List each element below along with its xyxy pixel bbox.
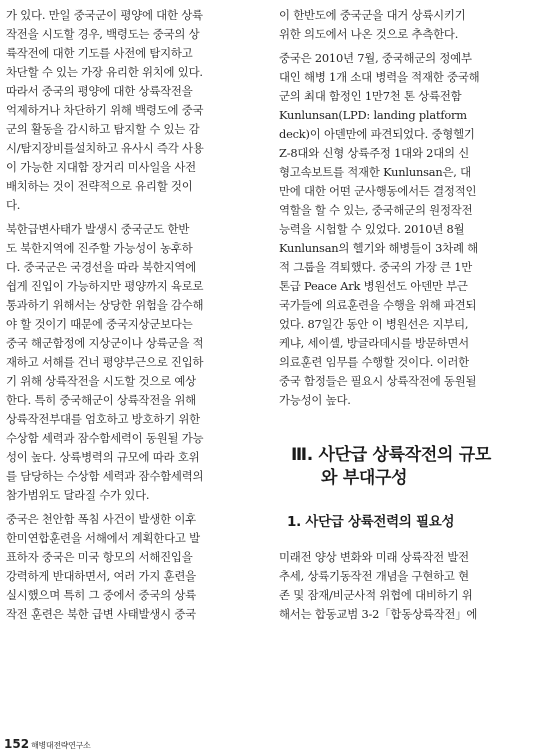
text-line: deck)이 아덴만에 파견되었다. 중형헬기: [279, 127, 475, 141]
text-line: 재하고 서해를 건너 평양부근으로 진입하: [6, 355, 204, 369]
text-line: 작전 훈련은 북한 급변 사태발생시 중국: [6, 607, 196, 621]
text-line: 작전을 시도할 경우, 백령도는 중국의 상: [6, 27, 200, 41]
closing-paragraph: [279, 548, 531, 624]
text-line: 가능성이 높다.: [279, 393, 351, 407]
subsection-title: 1. 사단급 상륙전력의 필요성: [287, 514, 455, 530]
text-line: 수상함 세력과 잠수함세력이 동원될 가능: [6, 431, 204, 445]
text-line: 위한 의도에서 나온 것으로 추측한다.: [279, 27, 459, 41]
left-column: [6, 6, 258, 624]
section-title: [279, 444, 531, 490]
text-line: 다.: [6, 198, 21, 212]
text-line: 상륙작전부대를 엄호하고 방호하기 위한: [6, 412, 200, 426]
text-line: 추세, 상륙기동작전 개념을 구현하고 현: [279, 569, 469, 583]
text-line: 었다. 87일간 동안 이 병원선은 지부티,: [279, 317, 469, 331]
text-line: 시/탐지장비를설치하고 유사시 즉각 사용: [6, 141, 204, 155]
text-line: 따라서 중국의 평양에 대한 상륙작전을: [6, 84, 193, 98]
text-line: 억제하거나 차단하기 위해 백령도에 중국: [6, 103, 204, 117]
text-line: 존 및 잠재/비군사적 위협에 대비하기 위: [279, 588, 473, 602]
text-line: 성이 높다. 상륙병력의 규모에 따라 호위: [6, 450, 200, 464]
text-line: 중국 함정들은 필요시 상륙작전에 동원될: [279, 374, 477, 388]
text-line: 북한급변사태가 발생시 중국군도 한반: [6, 222, 190, 236]
text-line: 적 그룹을 격퇴했다. 중국의 가장 큰 1만: [279, 260, 473, 274]
text-line: 미래전 양상 변화와 미래 상륙작전 발전: [279, 550, 469, 564]
text-line: 역할을 할 수 있는, 중국해군의 원정작전: [279, 203, 473, 217]
text-line: 중국 해군함정에 지상군이나 상륙군을 적: [6, 336, 204, 350]
text-line: 형고속보트를 적재한 Kunlunsan은, 대: [279, 165, 471, 179]
paragraph: [279, 6, 531, 44]
text-line: 기 위해 상륙작전을 시도할 것으로 예상: [6, 374, 196, 388]
text-line: 도 북한지역에 진주할 가능성이 농후하: [6, 241, 193, 255]
text-line: 케냐, 세이셸, 방글라데시를 방문하면서: [279, 336, 469, 350]
text-line: 이 가능한 지대함 장거리 미사일을 사전: [6, 160, 196, 174]
page-number: 152: [4, 737, 30, 751]
paragraph: [6, 6, 258, 215]
text-line: Z-8대와 신형 상륙주정 1대와 2대의 신: [279, 146, 470, 160]
paragraph: [6, 510, 258, 624]
text-line: 의료훈련 임무를 수행할 것이다. 이러한: [279, 355, 469, 369]
text-line: 실시했으며 특히 그 중에서 중국의 상륙: [6, 588, 196, 602]
text-line: 만에 대한 어떤 군사행동에서든 결정적인: [279, 184, 477, 198]
text-line: 야 할 것이기 때문에 중국지상군보다는: [6, 317, 193, 331]
text-line: 차단할 수 있는 가장 유리한 위치에 있다.: [6, 65, 203, 79]
paragraph: [279, 49, 531, 410]
text-line: 해서는 합동교범 3-2「합동상륙작전」에: [279, 607, 478, 621]
text-line: 강력하게 반대하면서, 여러 가지 훈련을: [6, 569, 196, 583]
text-line: 쉽게 진입이 가능하지만 평양까지 육로로: [6, 279, 204, 293]
section-title-line-1: Ⅲ. 사단급 상륙작전의 규모: [291, 445, 492, 465]
text-line: 다. 중국군은 국경선을 따라 북한지역에: [6, 260, 196, 274]
text-line: 중국은 천안함 폭침 사건이 발생한 이후: [6, 512, 196, 526]
left-column-body: [6, 6, 258, 624]
text-line: 군의 활동을 감시하고 탐지할 수 있는 감: [6, 122, 200, 136]
right-column-body: [279, 6, 531, 410]
text-line: Kunlunsan(LPD: landing platform: [279, 108, 467, 122]
text-line: 한다. 특히 중국해군이 상륙작전을 위해: [6, 393, 196, 407]
paragraph: [6, 220, 258, 505]
publication-name: 해병대전략연구소: [31, 741, 91, 750]
text-line: 대인 해병 1개 소대 병력을 적재한 중국해: [279, 70, 480, 84]
text-line: 국가들에 의료훈련을 수행을 위해 파견되: [279, 298, 477, 312]
text-line: 통과하기 위해서는 상당한 위험을 감수해: [6, 298, 204, 312]
text-line: 표하자 중국은 미국 항모의 서해진입을: [6, 550, 193, 564]
text-line: 톤급 Peace Ark 병원선도 아덴만 부근: [279, 279, 468, 293]
text-line: 중국은 2010년 7월, 중국해군의 정예부: [279, 51, 472, 65]
right-column: [279, 6, 531, 624]
text-line: 가 있다. 만일 중국군이 평양에 대한 상륙: [6, 8, 203, 22]
text-line: 한미연합훈련을 서해에서 계획한다고 발: [6, 531, 200, 545]
text-line: 참가범위도 달라질 수가 있다.: [6, 488, 150, 502]
text-line: 군의 최대 함정인 1만7천 톤 상륙전함: [279, 89, 462, 103]
page-footer: [4, 737, 91, 753]
text-line: 능력을 시험할 수 있었다. 2010년 8월: [279, 222, 465, 236]
text-line: 륙작전에 대한 기도를 사전에 탐지하고: [6, 46, 193, 60]
text-line: 배치하는 것이 전략적으로 유리할 것이: [6, 179, 193, 193]
text-line: Kunlunsan의 헬기와 해병들이 3차례 해: [279, 241, 478, 255]
section-title-line-2: 와 부대구성: [321, 468, 408, 488]
text-line: 이 한반도에 중국군을 대거 상륙시키기: [279, 8, 466, 22]
text-line: 를 담당하는 수상함 세력과 잠수함세력의: [6, 469, 204, 483]
